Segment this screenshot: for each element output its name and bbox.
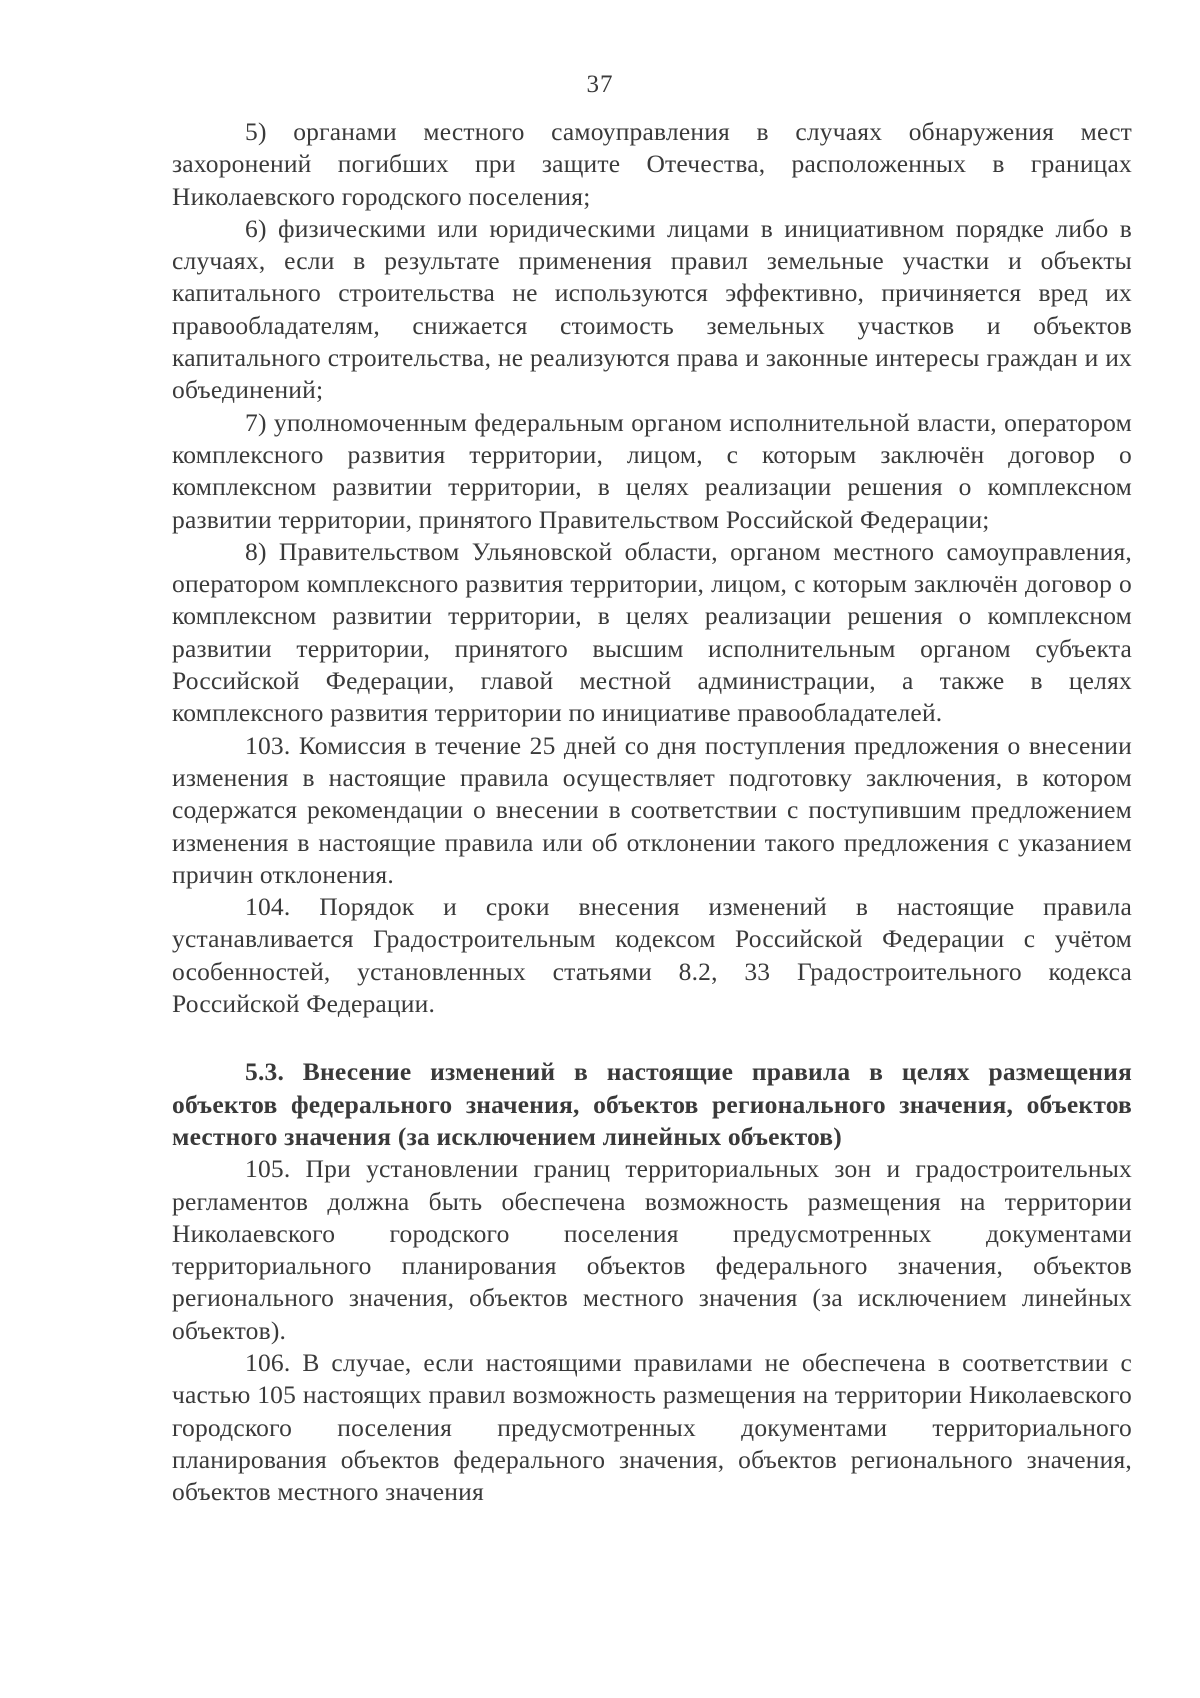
page-number: 37: [586, 71, 614, 98]
paragraph-103: 103. Комиссия в течение 25 дней со дня поступления предложения о внесении изменения в настоящие правила осуществляет подготовку заключения, в котором содержатся рекомендации о внесении в соответствии с поступившим предложением изменения в настоящие правила или об отклонении такого предложения с указанием причин отклонения.: [172, 730, 1132, 889]
paragraph-item-5: 5) органами местного самоуправления в случаях обнаружения мест захоронений погибших при защите Отечества, расположенных в границах Николаевского городского поселения;: [172, 117, 1132, 211]
section-heading: 5.3. Внесение изменений в настоящие правила в целях размещения объектов федерального значения, объектов регионального значения, объектов местного значения (за исключением линейных объектов): [172, 1057, 1132, 1151]
document-body: [172, 116, 1132, 1508]
paragraph-item-8: 8) Правительством Ульяновской области, органом местного самоуправления, оператором комплексного развития территории, лицом, с которым заключён договор о комплексном развитии территории, в целях реализации решения о комплексном развитии территории, принятого высшим исполнительным органом субъекта Российской Федерации, главой местной администрации, а также в целях комплексного развития территории по инициативе правообладателей.: [172, 536, 1132, 728]
paragraph-106: 106. В случае, если настоящими правилами не обеспечена в соответствии с частью 105 настоящих правил возможность размещения на территории Николаевского городского поселения предусмотренных документами территориального планирования объектов федерального значения, объектов регионального значения, объектов местного значения: [172, 1347, 1132, 1507]
paragraph-105: 105. При установлении границ территориальных зон и градостроительных регламентов должна быть обеспечена возможность размещения на территории Николаевского городского поселения предусмотренных документами территориального планирования объектов федерального значения, объектов регионального значения, объектов местного значения (за исключением линейных объектов).: [172, 1154, 1132, 1345]
paragraph-item-6: 6) физическими или юридическими лицами в инициативном порядке либо в случаях, если в результате применения правил земельные участки и объекты капитального строительства не используются эффективно, причиняется вред их правообладателям, снижается стоимость земельных участков и объектов капитального строительства, не реализуются права и законные интересы граждан и их объединений;: [172, 213, 1132, 405]
paragraph-104: 104. Порядок и сроки внесения изменений в настоящие правила устанавливается Градостроительным кодексом Российской Федерации с учётом особенностей, установленных статьями 8.2, 33 Градостроительного кодекса Российской Федерации.: [172, 892, 1132, 1019]
paragraph-item-7: 7) уполномоченным федеральным органом исполнительной власти, оператором комплексного развития территории, лицом, с которым заключён договор о комплексном развитии территории, в целях реализации решения о комплексном развитии территории, принятого Правительством Российской Федерации;: [172, 407, 1132, 534]
